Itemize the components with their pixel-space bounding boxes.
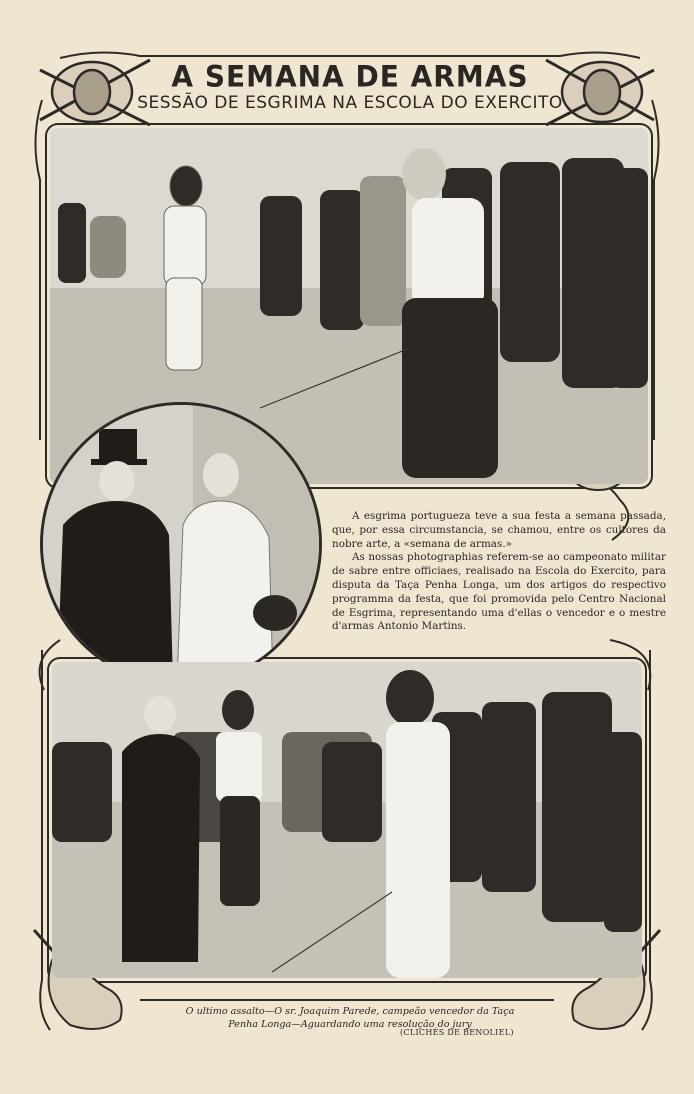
caption-line-2: Penha Longa—Aguardando uma resolução do jury: [228, 1019, 472, 1030]
article-paragraph-2: As nossas photographias referem-se ao campeonato militar de sabre entre officiaes, realisado na Escola do Exercito, para disputa da Taça Penha Longa, um dos artigos do respectivo programma da festa, que foi promovida pelo Centro Nacional de Esgrima, representando uma d'ellas o vencedor e o mestre d'armas Antonio Martins.: [332, 551, 666, 633]
winner-and-master-portrait: [40, 402, 322, 686]
article-paragraph-1: A esgrima portugueza teve a sua festa a semana passada, que, por essa circumstancia, se chamou, entre os cultores da nobre arte, a «semana de armas.»: [332, 510, 666, 550]
page-subtitle: SESSÃO DE ESGRIMA NA ESCOLA DO EXERCITO: [137, 93, 563, 113]
jury-awaiting-photo: [52, 662, 642, 978]
page-title: A SEMANA DE ARMAS: [171, 59, 529, 94]
caption-line-1: O ultimo assalto—O sr. Joaquim Parede, campeão vencedor da Taça: [185, 1006, 515, 1017]
photo-credit: (CLICHÉS DE BENOLIEL): [400, 1028, 514, 1037]
article-text: [332, 510, 666, 634]
title-block: [130, 59, 570, 113]
